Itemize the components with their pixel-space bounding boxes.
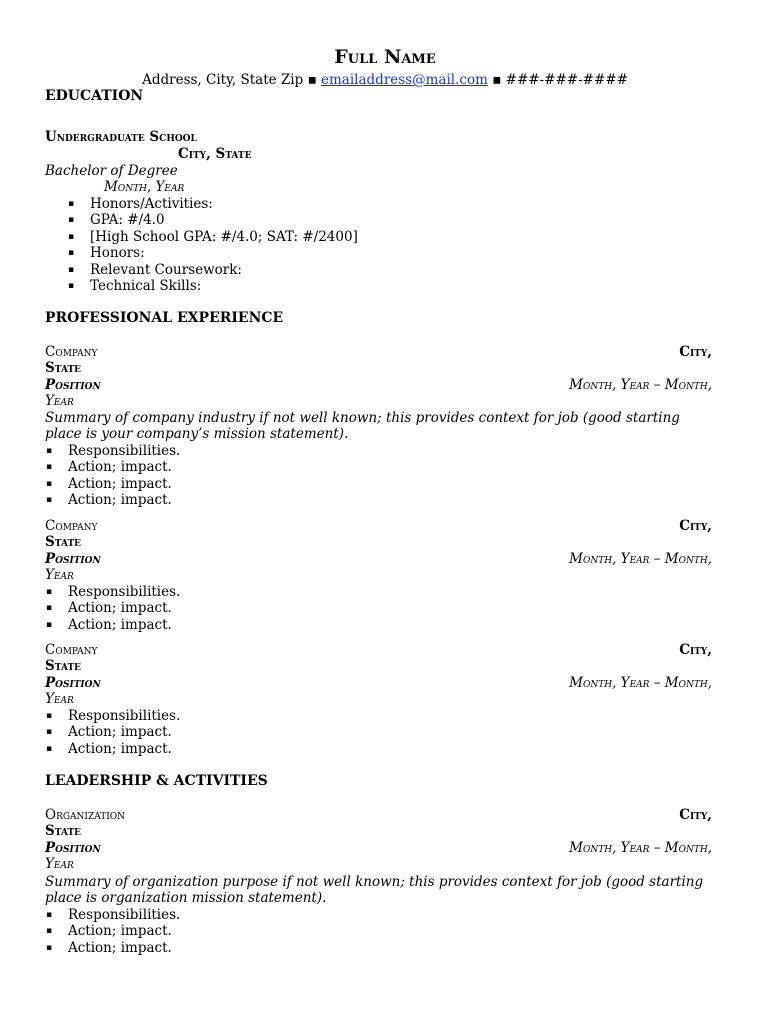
school-name: Undergraduate School <box>45 129 197 145</box>
job-dates: Month, Year – Month, <box>569 551 712 567</box>
job-year: Year <box>45 691 74 707</box>
job-dates: Month, Year – Month, <box>569 840 712 856</box>
list-item: Action; impact. <box>68 600 172 616</box>
bullet-icon: ▪ <box>46 479 53 489</box>
bullet-icon: ▪ <box>68 232 75 242</box>
position-title: Position <box>45 377 101 393</box>
bullet-icon: ▪ <box>46 495 53 505</box>
email-link[interactable]: emailaddress@mail.com <box>321 72 488 88</box>
address: Address, City, State Zip <box>142 72 304 88</box>
company-name: Company <box>45 344 98 360</box>
list-item: Responsibilities. <box>68 907 181 923</box>
school-location: City, State <box>178 146 252 162</box>
organization-name: Organization <box>45 807 126 823</box>
company-state: State <box>45 658 82 674</box>
list-item: Action; impact. <box>68 459 172 475</box>
bullet-icon: ▪ <box>68 265 75 275</box>
company-name: Company <box>45 642 98 658</box>
organization-summary: place is organization mission statement). <box>45 890 327 906</box>
separator: ▪ <box>492 72 502 88</box>
full-name: Full Name <box>334 46 436 68</box>
list-item: Relevant Coursework: <box>90 262 242 278</box>
bullet-icon: ▪ <box>46 910 53 920</box>
list-item: Honors: <box>90 245 145 261</box>
list-item: Action; impact. <box>68 923 172 939</box>
job-summary: place is your company’s mission statement). <box>45 426 349 442</box>
bullet-icon: ▪ <box>46 587 53 597</box>
company-city: City, <box>679 344 712 360</box>
list-item: [High School GPA: #/4.0; SAT: #/2400] <box>90 229 358 245</box>
graduation-date: Month, Year <box>104 179 185 195</box>
list-item: Action; impact. <box>68 741 172 757</box>
position-title: Position <box>45 675 101 691</box>
bullet-icon: ▪ <box>68 215 75 225</box>
list-item: Action; impact. <box>68 476 172 492</box>
phone: ###-###-#### <box>505 72 628 88</box>
bullet-icon: ▪ <box>68 281 75 291</box>
list-item: Action; impact. <box>68 492 172 508</box>
company-name: Company <box>45 518 98 534</box>
list-item: Responsibilities. <box>68 584 181 600</box>
job-dates: Month, Year – Month, <box>569 675 712 691</box>
position-title: Position <box>45 840 101 856</box>
bullet-icon: ▪ <box>46 711 53 721</box>
list-item: Action; impact. <box>68 724 172 740</box>
job-year: Year <box>45 393 74 409</box>
list-item: Honors/Activities: <box>90 196 213 212</box>
degree: Bachelor of Degree <box>45 163 178 179</box>
bullet-icon: ▪ <box>46 727 53 737</box>
company-city: City, <box>679 642 712 658</box>
list-item: GPA: #/4.0 <box>90 212 165 228</box>
list-item: Action; impact. <box>68 617 172 633</box>
leadership-heading: LEADERSHIP & ACTIVITIES <box>45 773 268 789</box>
list-item: Responsibilities. <box>68 443 181 459</box>
organization-city: City, <box>679 807 712 823</box>
company-state: State <box>45 534 82 550</box>
bullet-icon: ▪ <box>46 926 53 936</box>
bullet-icon: ▪ <box>46 603 53 613</box>
list-item: Action; impact. <box>68 940 172 956</box>
job-year: Year <box>45 856 74 872</box>
contact-line <box>0 72 770 88</box>
job-year: Year <box>45 567 74 583</box>
separator: ▪ <box>307 72 317 88</box>
list-item: Technical Skills: <box>90 278 202 294</box>
organization-summary: Summary of organization purpose if not well known; this provides context for job (good starting <box>45 874 704 890</box>
bullet-icon: ▪ <box>68 199 75 209</box>
list-item: Responsibilities. <box>68 708 181 724</box>
position-title: Position <box>45 551 101 567</box>
organization-state: State <box>45 823 82 839</box>
job-summary: Summary of company industry if not well known; this provides context for job (good starting <box>45 410 680 426</box>
bullet-icon: ▪ <box>46 943 53 953</box>
bullet-icon: ▪ <box>46 462 53 472</box>
education-heading: EDUCATION <box>45 88 144 104</box>
bullet-icon: ▪ <box>46 620 53 630</box>
company-state: State <box>45 360 82 376</box>
job-dates: Month, Year – Month, <box>569 377 712 393</box>
bullet-icon: ▪ <box>68 248 75 258</box>
experience-heading: PROFESSIONAL EXPERIENCE <box>45 310 284 326</box>
company-city: City, <box>679 518 712 534</box>
bullet-icon: ▪ <box>46 744 53 754</box>
bullet-icon: ▪ <box>46 446 53 456</box>
